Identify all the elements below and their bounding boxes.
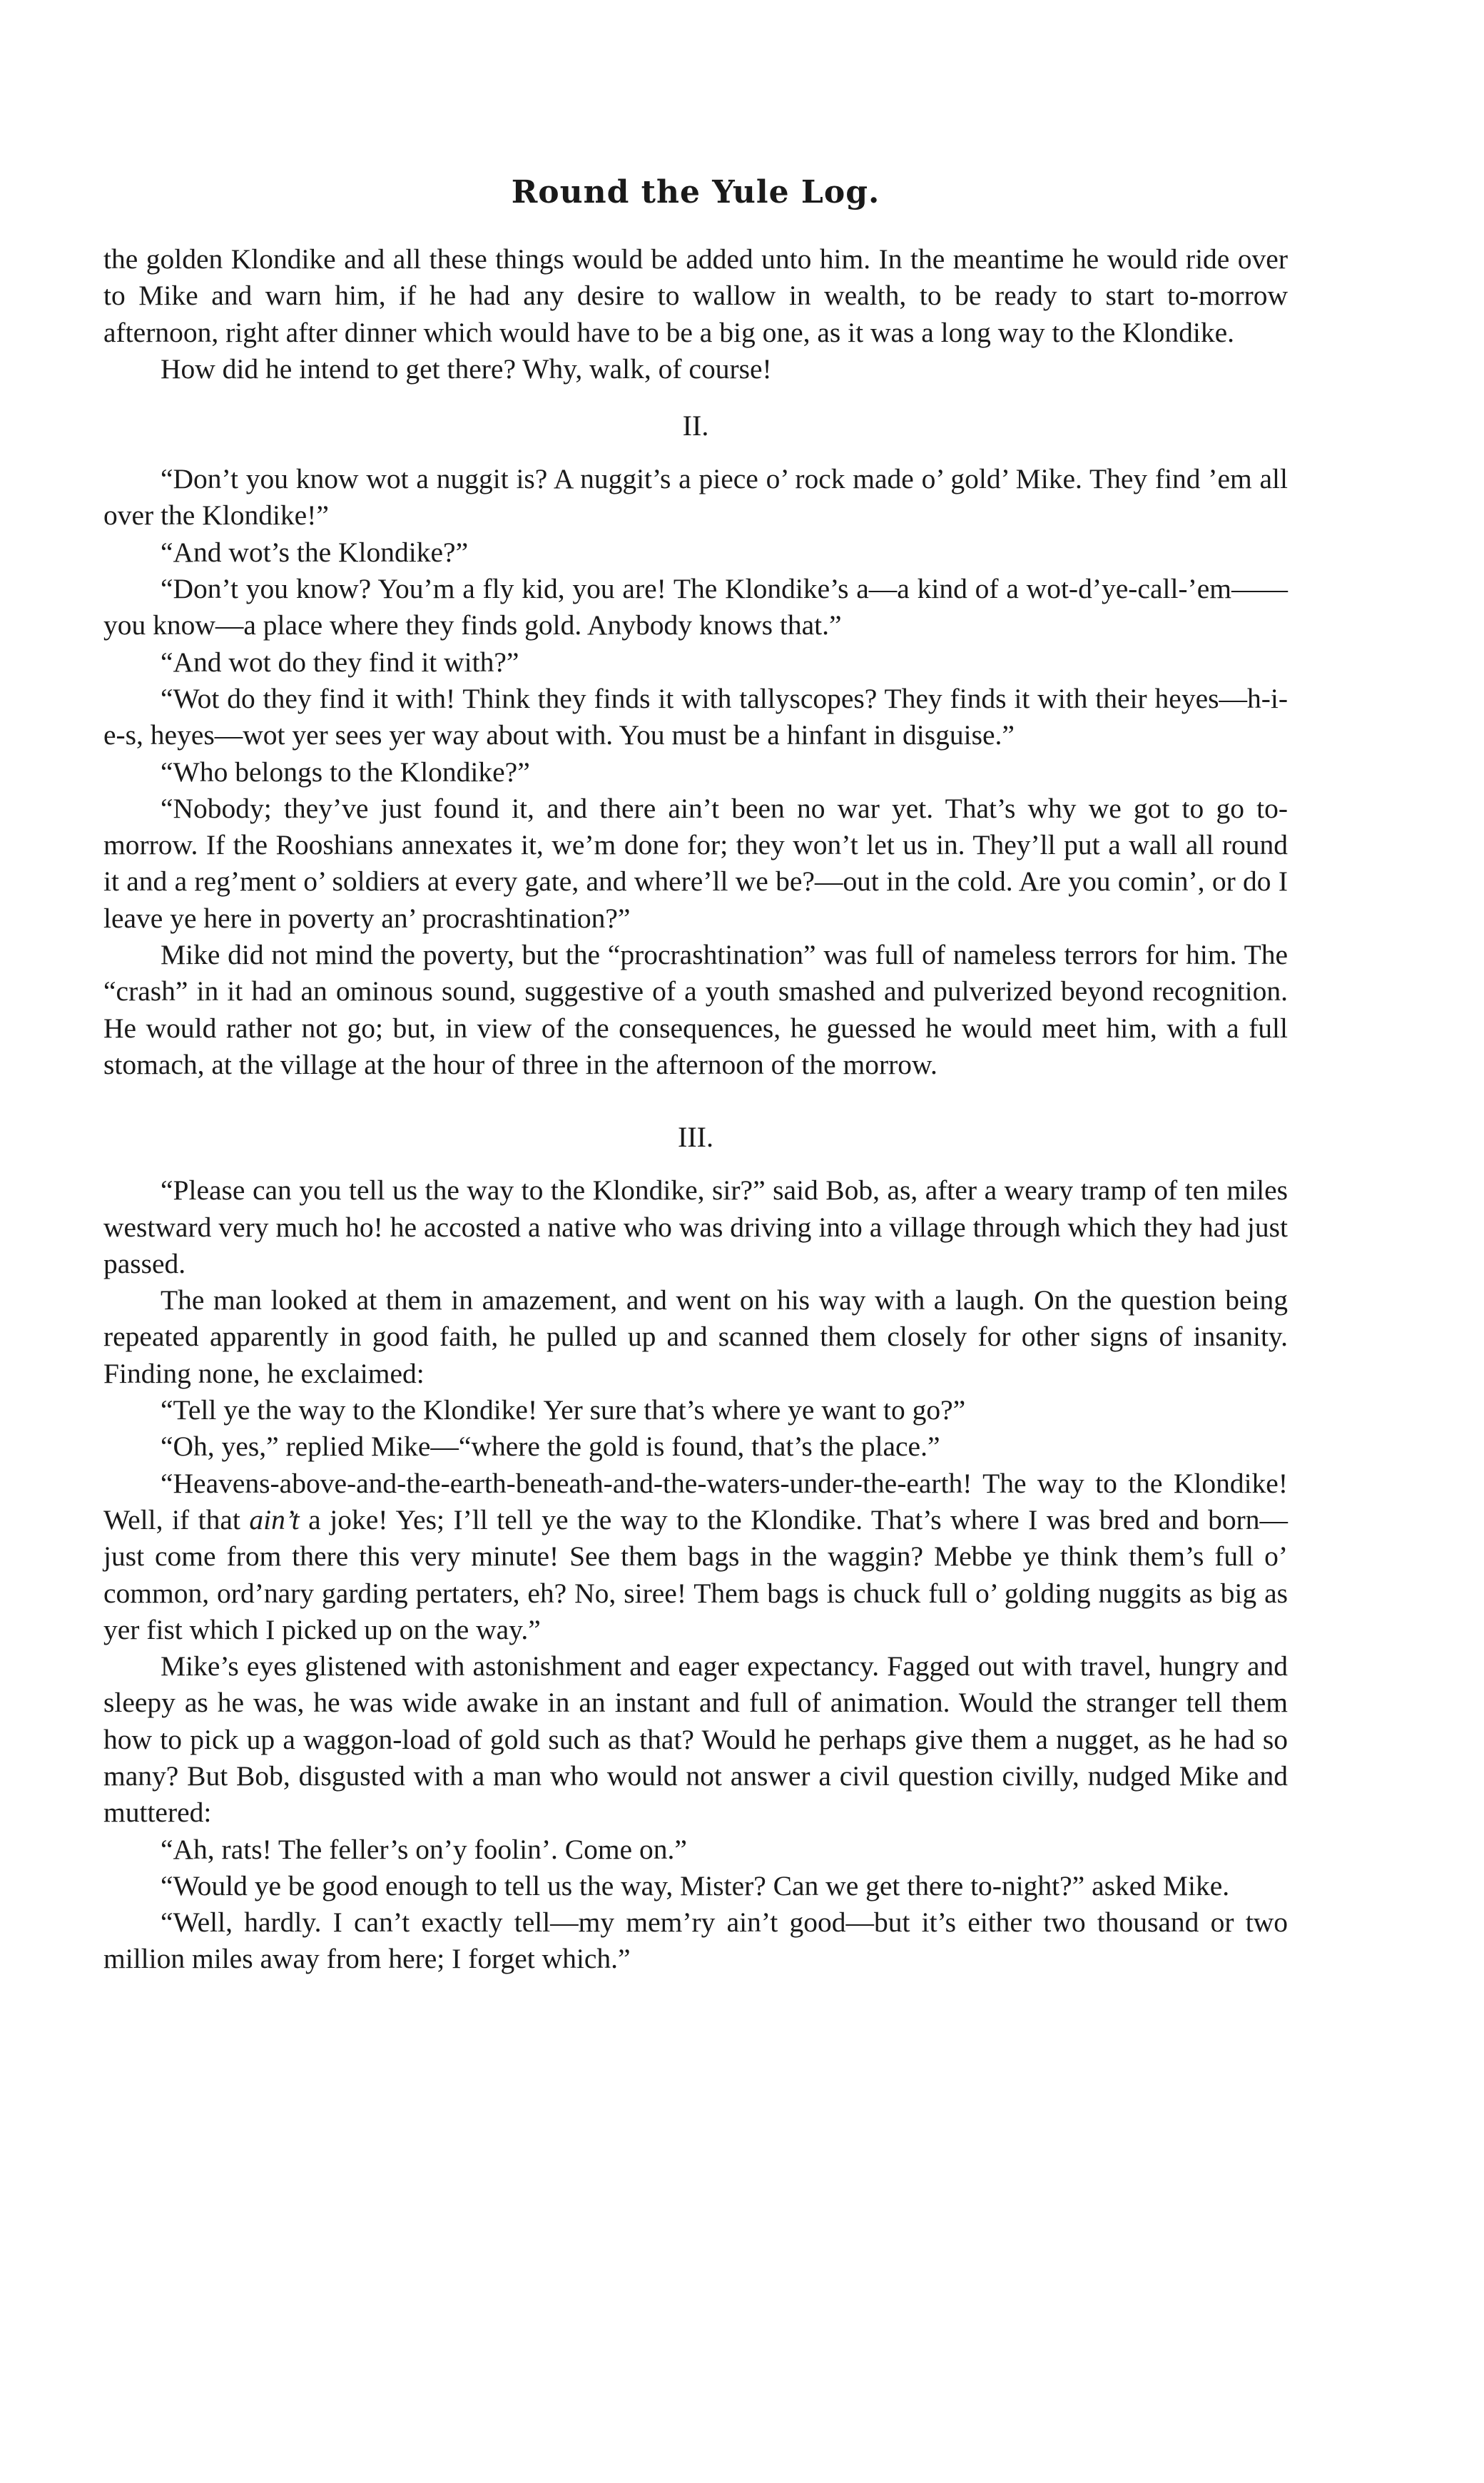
section-heading-3: III. bbox=[678, 1121, 713, 1154]
section-3-paragraph: “Well, hardly. I can’t exactly tell—my mem’ry ain’t good—but it’s either two thousand or two million miles away from here; I forget which.” bbox=[103, 1906, 1288, 1975]
section-2-paragraph: “Nobody; they’ve just found it, and there ain’t been no war yet. That’s why we got to go to-morrow. If the Rooshians annexates it, we’m done for; they won’t let us in. They’ll put a wall all round it and a reg’ment o’ soldiers at every gate, and where’ll we be?—out in the cold. Are you comin’, or do I leave ye here in poverty an’ procrashtination?” bbox=[103, 792, 1288, 934]
section-2-paragraph: “And wot’s the Klondike?” bbox=[161, 536, 469, 568]
section-3-paragraph: “Please can you tell us the way to the Klondike, sir?” said Bob, as, after a weary tramp of ten miles westward very much ho! he accosted a native who was driving into a village through which they had just passed. bbox=[103, 1174, 1288, 1279]
section-2-paragraph: “And wot do they find it with?” bbox=[161, 646, 519, 678]
section-2-paragraph: Mike did not mind the poverty, but the “procrashtination” was full of nameless terrors for him. The “crash” in it had an ominous sound, suggestive of a youth smashed and pulverized beyond recognition. He would rather not go; but, in view of the consequences, he guessed he would meet him, with a full stomach, at the village at the hour of three in the afternoon of the morrow. bbox=[103, 939, 1288, 1080]
opening-question: How did he intend to get there? Why, walk, of course! bbox=[161, 352, 772, 385]
section-3-paragraph: “Would ye be good enough to tell us the way, Mister? Can we get there to-night?” asked Mike. bbox=[161, 1869, 1230, 1901]
running-head: Round the Yule Log. bbox=[511, 174, 880, 210]
section-3-paragraph: The man looked at them in amazement, and went on his way with a laugh. On the question being repeated apparently in good faith, he pulled up and scanned them closely for other signs of insanity. Finding none, he exclaimed: bbox=[103, 1284, 1288, 1389]
section-3-paragraph: “Tell ye the way to the Klondike! Yer sure that’s where ye want to go?” bbox=[161, 1394, 966, 1426]
document-page bbox=[103, 171, 1288, 1978]
section-3-paragraph: “Heavens-above-and-the-earth-beneath-and-the-waters-under-the-earth! The way to the Klondike! Well, if that ain’t a joke! Yes; I’ll tell ye the way to the Klondike. That’s where I was bred and born—just come from there this very minute! See them bags in the waggin? Mebbe ye think them’s full o’ common, ord’nary garding pertaters, eh? No, siree! Them bags is chuck full o’ golding nuggits as big as yer fist which I picked up on the way.” bbox=[103, 1467, 1288, 1645]
body-text bbox=[103, 241, 1288, 1978]
section-3-paragraph: “Oh, yes,” replied Mike—“where the gold is found, that’s the place.” bbox=[161, 1431, 940, 1463]
opening-paragraph: the golden Klondike and all these things would be added unto him. In the meantime he would ride over to Mike and warn him, if he had any desire to wallow in wealth, to be ready to start to-morrow afternoon, right after dinner which would have to be a big one, as it was a long way to the Klondike. bbox=[103, 243, 1288, 348]
section-heading-2: II. bbox=[682, 410, 709, 442]
section-3-paragraph: Mike’s eyes glistened with astonishment and eager expectancy. Fagged out with travel, hungry and sleepy as he was, he was wide awake in an instant and full of animation. Would the stranger tell them how to pick up a waggon-load of gold such as that? Would he perhaps give them a nugget, as he had so many? But Bob, disgusted with a man who would not answer a civil question civilly, nudged Mike and muttered: bbox=[103, 1650, 1288, 1829]
section-2-paragraph: “Who belongs to the Klondike?” bbox=[161, 756, 530, 788]
section-2-paragraph: “Don’t you know wot a nuggit is? A nuggit’s a piece o’ rock made o’ gold’ Mike. They find ’em all over the Klondike!” bbox=[103, 463, 1288, 532]
section-3-paragraph: “Ah, rats! The feller’s on’y foolin’. Come on.” bbox=[161, 1833, 687, 1865]
section-2-paragraph: “Don’t you know? You’m a fly kid, you are! The Klondike’s a—a kind of a wot-d’ye-call-’em——you know—a place where they finds gold. Anybody knows that.” bbox=[103, 573, 1288, 641]
section-2-paragraph: “Wot do they find it with! Think they finds it with tallyscopes? They finds it with their heyes—h-i-e-s, heyes—wot yer sees yer way about with. You must be a hinfant in disguise.” bbox=[103, 682, 1288, 751]
